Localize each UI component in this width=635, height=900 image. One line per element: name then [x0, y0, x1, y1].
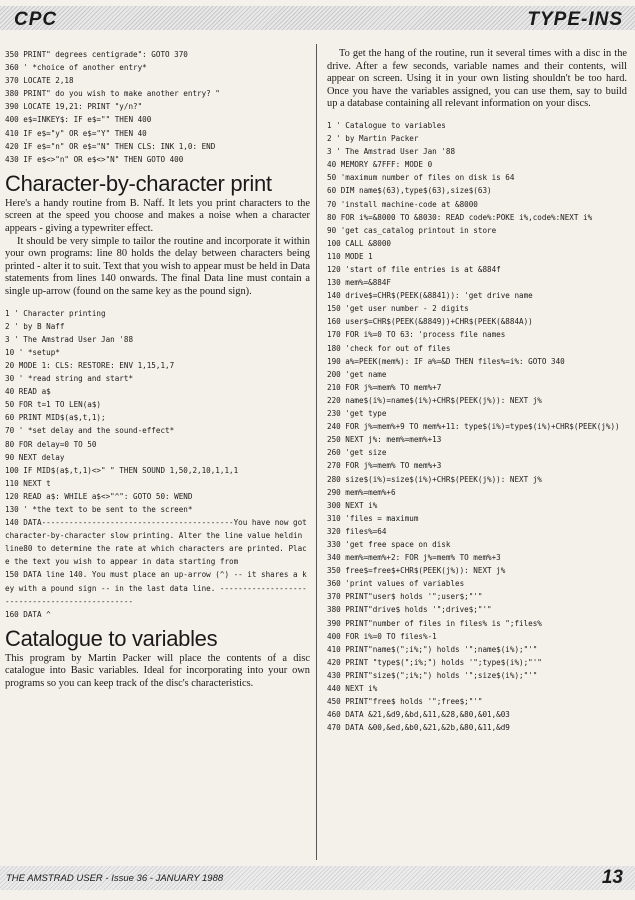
code-line: 3 ' The Amstrad User Jan '88 [5, 334, 134, 344]
article-body-character-print [5, 198, 310, 299]
code-line: 430 PRINT"size$(";i%;") holds '";size$(i%);"'" [327, 670, 538, 680]
code-line: 200 'get name [327, 369, 387, 379]
code-line: 30 ' *read string and start* [5, 374, 134, 384]
code-line: 90 'get cas_catalog printout in store [327, 225, 497, 235]
code-line: 90 NEXT delay [5, 452, 65, 462]
code-line: 360 ' *choice of another entry* [5, 63, 147, 73]
code-line: 70 'install machine-code at &8000 [327, 199, 478, 209]
code-line: 110 NEXT t [5, 478, 51, 488]
article-title-character-print: Character-by-character print [5, 170, 272, 196]
code-listing-temperature-end [5, 48, 310, 166]
code-line: 150 'get user number - 2 digits [327, 304, 469, 314]
code-line: 250 NEXT j%: mem%=mem%+13 [327, 435, 442, 445]
code-line: 140 drive$=CHR$(PEEK(&8841)): 'get drive name [327, 291, 533, 301]
code-line: 80 FOR delay=0 TO 50 [5, 439, 97, 449]
right-column [327, 48, 627, 858]
code-line: 2 ' by B Naff [5, 321, 65, 331]
code-line: 370 PRINT"user$ holds '";user$;"'" [327, 592, 483, 602]
code-line: 390 LOCATE 19,21: PRINT "y/n?" [5, 102, 143, 112]
left-column [5, 48, 310, 858]
article-title-catalogue: Catalogue to variables [5, 625, 218, 651]
category-label: TYPE-INS [527, 9, 623, 30]
code-line: 410 PRINT"name$(";i%;") holds '";name$(i%);"'" [327, 644, 538, 654]
code-line: 260 'get size [327, 448, 387, 458]
paragraph: Here's a handy routine from B. Naff. It lets you print characters to the screen at the speed you choose and makes a noise when a character appears - giving a typewriter effect. [5, 197, 310, 235]
code-line: 70 ' *set delay and the sound-effect* [5, 426, 175, 436]
code-line: 270 FOR j%=mem% TO mem%+3 [327, 461, 442, 471]
code-line: 150 DATA line 140. You must place an up-arrow (^) -- it shares a key with a pound sign -- in the last data line. ----------------------------------------------- [5, 570, 307, 606]
code-line: 410 IF e$="y" OR e$="Y" THEN 40 [5, 128, 147, 138]
code-line: 400 e$=INKEY$: IF e$="" THEN 400 [5, 115, 152, 125]
page-header [0, 0, 635, 38]
code-listing-character-print [5, 307, 310, 621]
code-line: 350 PRINT" degrees centigrade": GOTO 370 [5, 50, 188, 59]
code-line: 310 'files = maximum [327, 513, 419, 523]
code-line: 160 DATA ^ [5, 609, 51, 619]
code-line: 190 a%=PEEK(mem%): IF a%=&D THEN files%=i%: GOTO 340 [327, 356, 565, 366]
publication-info: THE AMSTRAD USER - Issue 36 - JANUARY 1988 [6, 873, 224, 884]
code-line: 10 ' *setup* [5, 347, 60, 357]
code-line: 430 IF e$<>"n" OR e$<>"N" THEN GOTO 400 [5, 154, 184, 164]
code-line: 1 ' Character printing [5, 308, 106, 318]
code-line: 40 MEMORY &7FFF: MODE 0 [327, 160, 433, 170]
code-line: 130 ' *the text to be sent to the screen* [5, 505, 193, 514]
code-line: 160 user$=CHR$(PEEK(&8849))+CHR$(PEEK(&884A)) [327, 317, 533, 327]
code-line: 420 PRINT "type$(";i%;") holds '";type$(i%);"'" [327, 657, 542, 667]
code-line: 290 mem%=mem%+6 [327, 487, 396, 497]
paragraph: To get the hang of the routine, run it several times with a disc in the drive. After a few seconds, variable names and their contents, will appear on screen. Using it in your own listing shouldn't be too hard. Once you have the variables assigned, you can use them, say to build up a database containing all relevant information on your discs. [327, 48, 627, 110]
code-line: 380 PRINT"drive$ holds '";drive$;"'" [327, 605, 492, 615]
code-line: 240 FOR j%=mem%+9 TO mem%+11: type$(i%)=type$(i%)+CHR$(PEEK(j%)) [327, 422, 620, 432]
code-line: 3 ' The Amstrad User Jan '88 [327, 147, 456, 157]
paragraph: This program by Martin Packer will place the contents of a disc catalogue into Basic variables. Ideal for incorporating into your own programs so you can keep track of the disc's characteristics. [5, 652, 310, 690]
code-line: 450 PRINT"free$ holds '";free$;"'" [327, 697, 483, 707]
article-body-catalogue-continued [327, 48, 627, 111]
code-line: 140 DATA------------------------------------------You have now got character-by-character slow printing. Alter the line value heldin line80 to determine the rate at which characters are printed. Place the text you wish to appear in data starting from [5, 518, 312, 567]
page-footer [0, 860, 635, 900]
code-line: 100 IF MID$(a$,t,1)<>" " THEN SOUND 1,50,2,10,1,1,1 [5, 465, 239, 475]
code-line: 470 DATA &00,&ed,&b0,&21,&2b,&80,&11,&d9 [327, 723, 510, 733]
code-line: 370 LOCATE 2,18 [5, 76, 74, 86]
code-line: 320 files%=64 [327, 526, 387, 536]
section-label: CPC [14, 9, 58, 30]
code-line: 50 'maximum number of files on disk is 64 [327, 173, 515, 183]
code-line: 440 NEXT i% [327, 684, 378, 693]
code-line: 120 'start of file entries is at &884f [327, 265, 501, 274]
code-line: 170 FOR i%=0 TO 63: 'process file names [327, 330, 506, 340]
code-line: 40 READ a$ [5, 387, 51, 397]
page-number: 13 [601, 867, 623, 888]
column-divider [316, 44, 317, 860]
code-line: 330 'get free space on disk [327, 539, 451, 549]
code-line: 400 FOR i%=0 TO files%-1 [327, 631, 437, 641]
code-line: 460 DATA &21,&d9,&bd,&11,&28,&80,&01,&03 [327, 710, 510, 720]
code-line: 100 CALL &8000 [327, 238, 392, 248]
code-line: 230 'get type [327, 409, 387, 419]
code-line: 2 ' by Martin Packer [327, 134, 419, 144]
code-line: 120 READ a$: WHILE a$<>"^": GOTO 50: WEND [5, 491, 193, 501]
code-line: 1 ' Catalogue to variables [327, 120, 446, 130]
code-line: 130 mem%=&884F [327, 278, 392, 288]
code-line: 390 PRINT"number of files in files% is ";files% [327, 618, 542, 628]
code-line: 360 'print values of variables [327, 579, 465, 589]
code-line: 380 PRINT" do you wish to make another entry? " [5, 89, 220, 99]
code-line: 340 mem%=mem%+2: FOR j%=mem% TO mem%+3 [327, 553, 501, 563]
code-line: 350 free$=free$+CHR$(PEEK(j%)): NEXT j% [327, 566, 506, 576]
code-line: 110 MODE 1 [327, 251, 373, 261]
code-line: 50 FOR t=1 TO LEN(a$) [5, 400, 102, 410]
code-line: 280 size$(i%)=size$(i%)+CHR$(PEEK(j%)): NEXT j% [327, 474, 542, 484]
code-line: 180 'check for out of files [327, 343, 451, 353]
code-line: 420 IF e$="n" OR e$="N" THEN CLS: INK 1,0: END [5, 141, 216, 151]
code-line: 300 NEXT i% [327, 500, 378, 510]
code-line: 60 PRINT MID$(a$,t,1); [5, 413, 106, 423]
article-body-catalogue [5, 653, 310, 691]
code-line: 220 name$(i%)=name$(i%)+CHR$(PEEK(j%)): NEXT j% [327, 395, 542, 405]
paragraph: It should be very simple to tailor the routine and incorporate it within your own programs: line 80 holds the delay between characters being printed - alter it to suit. Text that you wish to appear must be held in Data statements from lines 140 onwards. The final Data line must contain a single up-arrow (found on the same key as the pound sign). [5, 235, 310, 297]
code-line: 80 FOR i%=&8000 TO &8030: READ code%:POKE i%,code%:NEXT i% [327, 212, 593, 222]
code-line: 20 MODE 1: CLS: RESTORE: ENV 1,15,1,7 [5, 360, 175, 370]
code-listing-catalogue [327, 119, 627, 734]
code-line: 210 FOR j%=mem% TO mem%+7 [327, 382, 442, 392]
code-line: 60 DIM name$(63),type$(63),size$(63) [327, 186, 492, 196]
